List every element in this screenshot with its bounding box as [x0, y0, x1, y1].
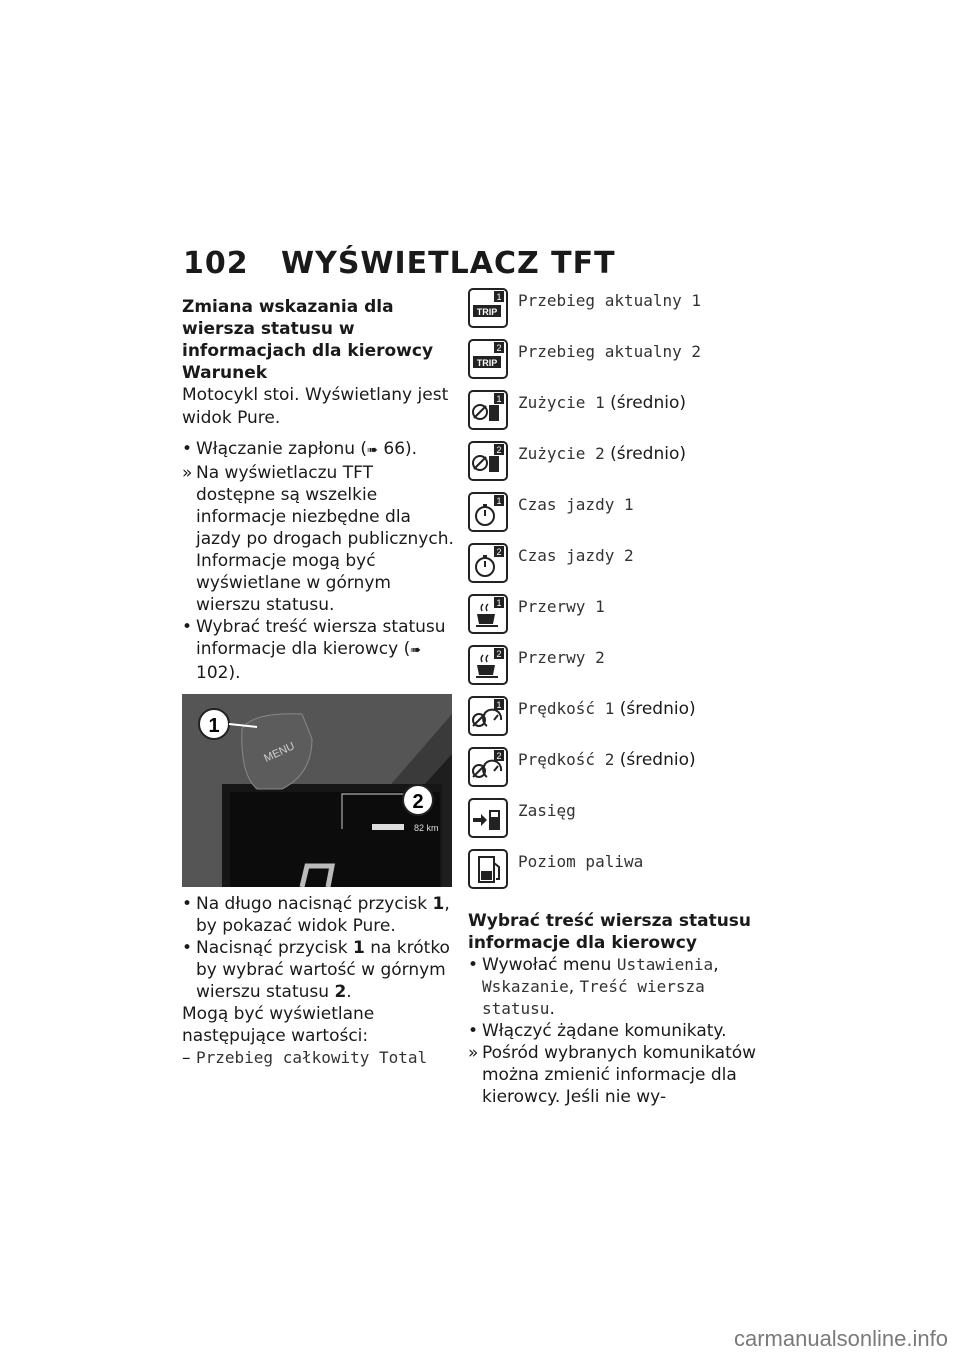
- step-long-press: • Na długo nacisnąć przycisk 1, by pokazać widok Pure.: [182, 894, 450, 936]
- callout-1: 1: [208, 715, 220, 737]
- value-list-item: [468, 390, 758, 441]
- section-heading-2: Wybrać treść wiersza statusu informacje dla kierowcy: [468, 911, 752, 953]
- svg-text:1: 1: [496, 598, 502, 608]
- value-list-item: [468, 696, 758, 747]
- value-list-label: Prędkość 2 (średnio): [518, 750, 696, 770]
- value-list-label: Przerwy 2: [518, 648, 605, 667]
- dash-marker: –: [182, 1048, 191, 1068]
- value-list-item: [468, 747, 758, 798]
- svg-text:2: 2: [496, 547, 502, 557]
- svg-text:1: 1: [496, 292, 502, 302]
- svg-text:TRIP: TRIP: [476, 358, 498, 368]
- values-intro: Mogą być wyświetlane następujące wartości:: [182, 1004, 375, 1046]
- result-tft: » Na wyświetlaczu TFT dostępne są wszelkie informacje niezbędne dla jazdy po drogach publicznych. Informacje mogą być wyświetlane w górnym wierszu statusu.: [182, 463, 454, 615]
- page-title: WYŚWIETLACZ TFT: [281, 246, 616, 281]
- section-heading: Zmiana wskazania dla wiersza statusu w informacjach dla kierowcy: [182, 297, 434, 361]
- svg-text:TRIP: TRIP: [476, 307, 498, 317]
- bullet-marker: •: [182, 617, 193, 637]
- page-number: 102: [183, 246, 249, 281]
- page-header: [183, 246, 616, 281]
- step-ignition: • Włączanie zapłonu (➠ 66).: [182, 439, 418, 459]
- speed-1-icon: [468, 696, 508, 736]
- svg-text:2: 2: [496, 343, 502, 353]
- fuel-bar: [372, 824, 404, 830]
- value-list-label: Zużycie 1 (średnio): [518, 393, 686, 413]
- value-list-label: Przebieg aktualny 2: [518, 342, 702, 361]
- step-enable-messages: • Włączyć żądane komunikaty.: [468, 1021, 727, 1041]
- svg-text:1: 1: [496, 700, 502, 710]
- value-list-item: [468, 288, 758, 339]
- menu-button-label: MENU: [262, 740, 297, 765]
- condition-text: Motocykl stoi. Wyświetlany jest widok Pure.: [182, 385, 449, 428]
- page-ref: 102).: [196, 663, 241, 683]
- right-column: [468, 288, 758, 1108]
- bullet-marker: •: [182, 894, 193, 914]
- bullet-marker: •: [468, 1021, 479, 1041]
- fuel-level-icon: [468, 849, 508, 889]
- value-list-item: [468, 339, 758, 390]
- step-short-press: • Nacisnąć przycisk 1 na krótko by wybrać wartość w górnym wierszu statusu 2.: [182, 938, 450, 1002]
- value-list: [468, 288, 758, 900]
- value-list-item: [468, 543, 758, 594]
- value-list-item: [468, 441, 758, 492]
- trip-1-icon: [468, 288, 508, 328]
- callout-2: 2: [412, 791, 424, 813]
- value-total: – Przebieg całkowity Total: [182, 1048, 428, 1068]
- page-ref-arrow-icon: ➠: [367, 443, 378, 458]
- svg-text:1: 1: [496, 496, 502, 506]
- value-list-item: [468, 492, 758, 543]
- speed-2-icon: [468, 747, 508, 787]
- value-list-item: [468, 849, 758, 900]
- value-list-label: Czas jazdy 2: [518, 546, 634, 565]
- stopwatch-2-icon: [468, 543, 508, 583]
- value-list-label: Przebieg aktualny 1: [518, 291, 702, 310]
- bullet-marker: •: [182, 439, 193, 459]
- range-icon: [468, 798, 508, 838]
- result-marker: »: [182, 463, 193, 483]
- value-list-label: Poziom paliwa: [518, 852, 644, 871]
- range-readout: 82 km: [414, 823, 439, 833]
- break-1-icon: [468, 594, 508, 634]
- value-list-label: Czas jazdy 1: [518, 495, 634, 514]
- bullet-marker: •: [468, 955, 479, 975]
- value-list-item: [468, 798, 758, 849]
- value-list-item: [468, 645, 758, 696]
- menu-button-photo: [182, 694, 452, 887]
- svg-text:1: 1: [496, 394, 502, 404]
- consumption-2-icon: [468, 441, 508, 481]
- condition-label: Warunek: [182, 363, 268, 383]
- value-list-label: Prędkość 1 (średnio): [518, 699, 696, 719]
- result-change-info: » Pośród wybranych komunikatów można zmienić informacje dla kierowcy. Jeśli nie wy-: [468, 1043, 757, 1107]
- trip-2-icon: [468, 339, 508, 379]
- break-2-icon: [468, 645, 508, 685]
- left-column: [182, 296, 454, 1069]
- step-open-menu: • Wywołać menu Ustawienia, Wskazanie, Treść wiersza statusu.: [468, 955, 719, 1019]
- page-ref-arrow-icon: ➠: [410, 643, 422, 658]
- page-ref: 66).: [383, 439, 418, 459]
- svg-text:2: 2: [496, 649, 502, 659]
- value-list-label: Zużycie 2 (średnio): [518, 444, 686, 464]
- value-list-label: Przerwy 1: [518, 597, 605, 616]
- consumption-1-icon: [468, 390, 508, 430]
- value-list-label: Zasięg: [518, 801, 576, 820]
- svg-text:2: 2: [496, 445, 502, 455]
- step-select-content: • Wybrać treść wiersza statusu informacje dla kierowcy (➠ 102).: [182, 617, 446, 683]
- svg-text:2: 2: [496, 751, 502, 761]
- stopwatch-1-icon: [468, 492, 508, 532]
- result-marker: »: [468, 1043, 479, 1063]
- value-list-item: [468, 594, 758, 645]
- watermark: carmanualsonline.info: [733, 1326, 948, 1351]
- bullet-marker: •: [182, 938, 193, 958]
